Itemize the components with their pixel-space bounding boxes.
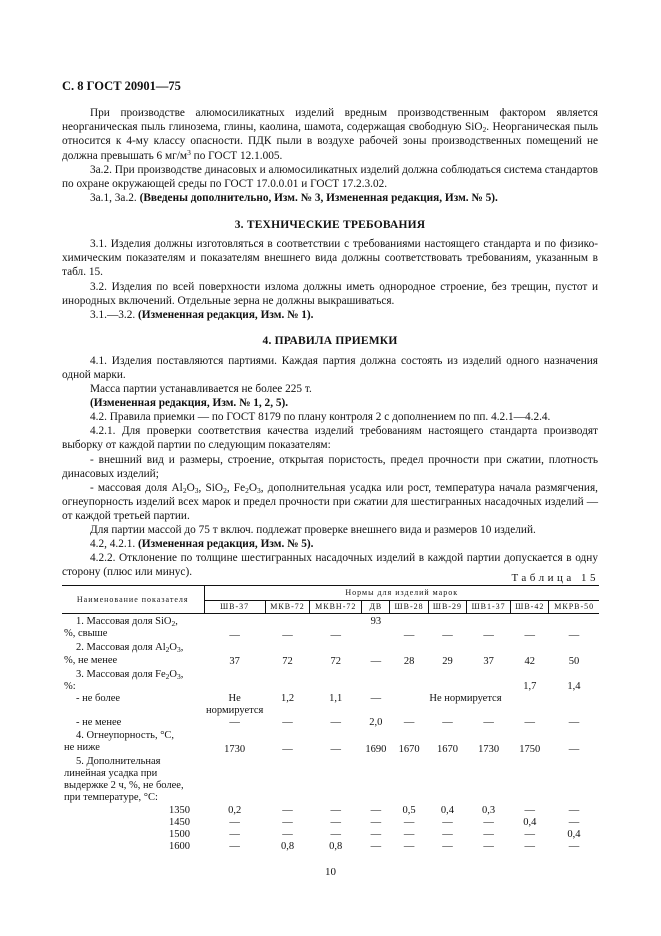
table-cell-merged: Не нормируется [429, 693, 502, 705]
col-header-mark: ШВ-37 [204, 601, 265, 614]
row-label: 4. Огнеупорность, °С, не ниже [64, 729, 175, 753]
paragraph-3a-1: При производстве алюмосиликатных изделий вредным производственным фактором является неорганическая пыль глинозема, глины, каолина, шамота, содержащая свободную SiO$_2$. Неорганическая пыль относится к 4-му классу опасности. ПДК пыли в воздухе рабочей зоны производственных помещений не должна превышать 6 $мг/м^3$ по ГОСТ 12.1.005. [62, 107, 598, 162]
table-row [62, 805, 599, 817]
table-cell: — [370, 693, 382, 705]
table-cell: — [483, 630, 494, 642]
col-header-name: Наименование показателя [62, 586, 204, 614]
table-row [62, 730, 599, 756]
table-cell: — [330, 816, 341, 828]
paragraph-3a-2: 3а.2. При производстве динасовых и алюмосиликатных изделий должна соблюдаться система стандартов по охране окружающей среды по ГОСТ 17.0.0.01 и ГОСТ 17.2.3.02. [62, 164, 598, 191]
table-cell: 72 [282, 656, 293, 668]
table-cell: 0,5 [402, 804, 416, 816]
table-row [62, 642, 599, 668]
table-row [62, 829, 599, 841]
table-cell: — [568, 717, 580, 729]
paragraph-4-2-note: 4.2, 4.2.1. (Измененная редакция, Изм. № 5). [90, 538, 314, 550]
paragraph-3-note: 3.1.—3.2. (Измененная редакция, Изм. № 1). [90, 309, 314, 321]
table-cell: — [483, 841, 494, 853]
table-row [62, 756, 599, 805]
row-label: 5. Дополнительная линейная усадка при выдержке 2 ч, %, не более, при температуре, °С: [64, 755, 184, 804]
paragraph-3a-note: 3а.1, 3а.2. (Введены дополнительно, Изм. № 3, Измененная редакция, Изм. № 5). [90, 192, 498, 204]
table-cell: — [330, 804, 341, 816]
table-cell: — [229, 630, 240, 642]
table-cell: 0,4 [523, 816, 537, 828]
table-cell: — [524, 841, 536, 853]
table-caption: Таблица 15 [511, 572, 599, 584]
table-cell: 37 [483, 656, 494, 668]
table-cell: 93 [370, 616, 382, 628]
row-label: 1500 [169, 829, 190, 841]
table-cell: — [282, 630, 293, 642]
table-cell: 37 [229, 656, 240, 668]
col-header-group: Нормы для изделий марок [204, 586, 599, 601]
table-cell: — [229, 816, 240, 828]
table-cell: — [442, 829, 453, 841]
col-header-mark: ШВ1-37 [467, 601, 511, 614]
table-cell: — [568, 804, 580, 816]
paragraph-4-2: 4.2. Правила приемки — по ГОСТ 8179 по плану контроля 2 с дополнением по пп. 4.2.1—4.2.4. [90, 411, 551, 423]
page-number: 10 [325, 866, 336, 878]
col-header-mark: ШВ-42 [511, 601, 549, 614]
table-cell: — [370, 841, 382, 853]
table-cell: — [403, 630, 415, 642]
table-cell: — [568, 816, 580, 828]
row-label: 2. Массовая доля $Al_2O_3$, %, не менее [64, 642, 184, 666]
col-header-mark: МКВН-72 [310, 601, 362, 614]
table-cell: — [282, 743, 293, 755]
row-label: - не менее [76, 717, 122, 729]
table-cell: — [282, 717, 293, 729]
table-cell: 1,4 [567, 680, 581, 692]
table-cell: — [483, 829, 494, 841]
table-cell: 1,7 [523, 680, 537, 692]
table-row [62, 841, 599, 853]
table-cell: 1670 [436, 743, 458, 755]
paragraph-4-1-note: (Измененная редакция, Изм. № 1, 2, 5). [90, 397, 289, 409]
table-cell: — [282, 804, 293, 816]
row-label: 1350 [169, 804, 190, 816]
table-cell: 50 [568, 656, 580, 668]
paragraph-3-2: 3.2. Изделия по всей поверхности излома должны иметь однородное строение, без трещин, пустот и инородных включений. Отдельные зерна не должны выкрашиваться. [62, 281, 598, 308]
table-cell: Не нормируется [206, 693, 264, 717]
table-cell: — [442, 841, 453, 853]
table-cell: — [282, 816, 293, 828]
table-cell: — [442, 717, 453, 729]
table-cell: — [442, 816, 453, 828]
table-cell: — [524, 717, 536, 729]
table-cell: — [524, 804, 536, 816]
page-header: С. 8 ГОСТ 20901—75 [62, 79, 181, 93]
table-cell: — [330, 743, 341, 755]
table-cell: — [370, 656, 382, 668]
col-header-mark: ШВ-29 [428, 601, 466, 614]
table-cell: — [282, 829, 293, 841]
table-cell: 0,4 [440, 804, 454, 816]
table-cell: — [524, 829, 536, 841]
table-cell: — [403, 841, 415, 853]
table-cell: — [483, 816, 494, 828]
table-cell: 1730 [224, 743, 246, 755]
table-cell: 0,2 [228, 804, 242, 816]
paragraph-3-1: 3.1. Изделия должны изготовляться в соответствии с требованиями настоящего стандарта и по физико-химическим показателям и показателям внешнего вида должны соответствовать требованиям, указанным в табл. 15. [62, 238, 598, 279]
table-cell: — [330, 829, 341, 841]
table-cell: — [229, 841, 240, 853]
paragraph-4-2-1-c: Для партии массой до 75 т включ. подлежат проверке внешнего вида и размеров 10 изделий. [90, 524, 536, 536]
table-cell: 0,4 [567, 829, 581, 841]
table-cell: 42 [524, 656, 536, 668]
table-cell: — [330, 630, 341, 642]
table-cell: 0,8 [280, 841, 295, 853]
table-cell: 1670 [398, 743, 420, 755]
row-label: 3. Массовая доля $Fe_2O_3$, %: [64, 668, 184, 692]
table-cell: 1750 [519, 743, 541, 755]
table-cell: — [568, 841, 580, 853]
row-label: - не более [76, 693, 121, 705]
paragraph-4-2-1-a: - внешний вид и размеры, строение, открытая пористость, предел прочности при сжатии, плотность динасовых изделий; [62, 454, 598, 481]
table-cell: — [370, 804, 382, 816]
table-cell [204, 756, 599, 805]
paragraph-4-2-2: 4.2.2. Отклонение по толщине шестигранных насадочных изделий в каждой партии допускается в одну сторону (плюс или минус). [62, 552, 598, 579]
row-label: 1450 [169, 816, 190, 828]
table-cell: 72 [330, 656, 341, 668]
section-4-title: 4. ПРАВИЛА ПРИЕМКИ [262, 335, 398, 347]
table-cell: — [370, 829, 382, 841]
section-3-title: 3. ТЕХНИЧЕСКИЕ ТРЕБОВАНИЯ [234, 219, 426, 231]
col-header-mark: МКВ-72 [265, 601, 309, 614]
paragraph-4-2-1: 4.2.1. Для проверки соответствия качества изделий требованиям настоящего стандарта производят выборку от каждой партии по следующим показателям: [62, 425, 598, 452]
table-cell: 1,2 [280, 693, 295, 705]
table-cell: 28 [403, 656, 415, 668]
table-cell: — [483, 717, 494, 729]
table-cell: — [442, 630, 453, 642]
table-cell: 1690 [365, 743, 387, 755]
paragraph-4-1: 4.1. Изделия поставляются партиями. Каждая партия должна состоять из изделий одного назначения одной марки. [62, 355, 598, 382]
table-cell: — [403, 717, 415, 729]
table-cell: 0,3 [482, 804, 496, 816]
row-label: 1. Массовая доля SiO$_2$, %, свыше [64, 616, 178, 640]
table-cell: — [370, 816, 382, 828]
table-cell: — [403, 829, 415, 841]
table-cell: 2,0 [369, 717, 383, 729]
col-header-mark: МКРВ-50 [549, 601, 599, 614]
table-row [62, 817, 599, 829]
col-header-mark: ШВ-28 [390, 601, 428, 614]
table-cell [204, 669, 511, 693]
table-row [62, 614, 599, 643]
table-cell: 29 [442, 656, 453, 668]
table-cell: — [403, 816, 415, 828]
table-15 [62, 585, 599, 853]
table-cell: — [229, 829, 240, 841]
table-cell: — [568, 743, 580, 755]
row-label: 1600 [169, 841, 190, 853]
col-header-mark: ДВ [362, 601, 390, 614]
paragraph-4-2-1-b: - массовая доля $Al_2O_3$, SiO$_2$, $Fe_2O_3$, дополнительная усадка или рост, температура начала размягчения, огнеупорность изделий всех марок и предел прочности при сжатии для шестигранных насадочных изделий — от каждой третьей партии. [62, 482, 598, 523]
paragraph-4-1-mass: Масса партии устанавливается не более 225 т. [90, 383, 312, 395]
table-cell: — [568, 630, 580, 642]
table-row [62, 693, 599, 717]
table-row [62, 669, 599, 693]
table-row [62, 717, 599, 729]
table-cell: — [229, 717, 240, 729]
table-cell: 1730 [478, 743, 500, 755]
table-cell: 0,8 [329, 841, 343, 853]
table-cell: 1,1 [329, 693, 343, 705]
table-cell: — [524, 630, 536, 642]
table-cell: — [330, 717, 341, 729]
